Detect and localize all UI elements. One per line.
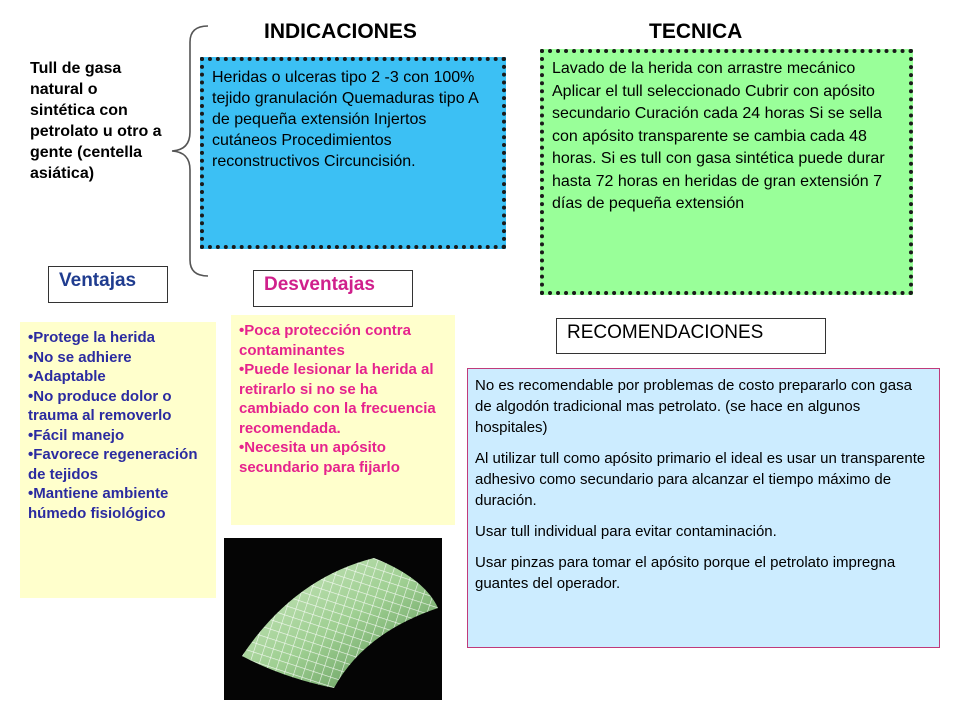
list-item: •Puede lesionar la herida al retirarlo si no se ha cambiado con la frecuencia recomendada. <box>239 361 436 437</box>
desventajas-label: Desventajas <box>253 270 413 307</box>
list-item: •Adaptable <box>28 368 106 385</box>
recomendacion-paragraph: No es recomendable por problemas de costo prepararlo con gasa de algodón tradicional mas petrolato. (se hace en algunos hospitales) <box>475 377 912 436</box>
list-item: •Favorece regeneración de tejidos <box>28 446 198 483</box>
ventajas-list <box>20 322 216 598</box>
tecnica-text: Lavado de la herida con arrastre mecánico Aplicar el tull seleccionado Cubrir con apósito secundario Curación cada 24 horas Si se sella con apósito transparente se cambia cada 48 horas. Si es tull con gasa sintética puede durar hasta 72 horas en heridas de gran extensión 7 días de pequeña extensión <box>552 60 885 212</box>
list-item: •No se adhiere <box>28 348 132 366</box>
tecnica-heading: TECNICA <box>649 20 743 43</box>
indicaciones-heading: INDICACIONES <box>264 20 417 43</box>
ventajas-label: Ventajas <box>48 266 168 303</box>
recomendacion-paragraph: Usar pinzas para tomar el apósito porque el petrolato impregna guantes del operador. <box>475 554 896 592</box>
recomendaciones-box <box>467 368 940 648</box>
list-item: •Mantiene ambiente húmedo fisiológico <box>28 485 169 522</box>
list-item: •Protege la herida <box>28 329 155 346</box>
indicaciones-box <box>200 57 506 249</box>
list-item: •Fácil manejo <box>28 426 125 444</box>
desventajas-list <box>231 315 455 525</box>
subject-text: Tull de gasa natural o sintética con petrolato u otro a gente (centella asiática) <box>30 60 162 182</box>
indicaciones-text: Heridas o ulceras tipo 2 -3 con 100% tejido granulación Quemaduras tipo A de pequeña extensión Injertos cutáneos Procedimientos reconstructivos Circuncisión. <box>212 69 478 170</box>
tecnica-box <box>540 49 913 295</box>
recomendacion-paragraph: Al utilizar tull como apósito primario el ideal es usar un transparente adhesivo como secundario para alcanzar el tiempo máximo de duración. <box>475 450 926 509</box>
list-item: •Necesita un apósito secundario para fijarlo <box>239 439 400 476</box>
recomendacion-paragraph: Usar tull individual para evitar contaminación. <box>475 523 777 540</box>
recomendaciones-label: RECOMENDACIONES <box>556 318 826 354</box>
list-item: •Poca protección contra contaminantes <box>239 322 411 359</box>
list-item: •No produce dolor o trauma al removerlo <box>28 387 172 424</box>
tulle-gauze-dressing-photo <box>224 538 442 700</box>
